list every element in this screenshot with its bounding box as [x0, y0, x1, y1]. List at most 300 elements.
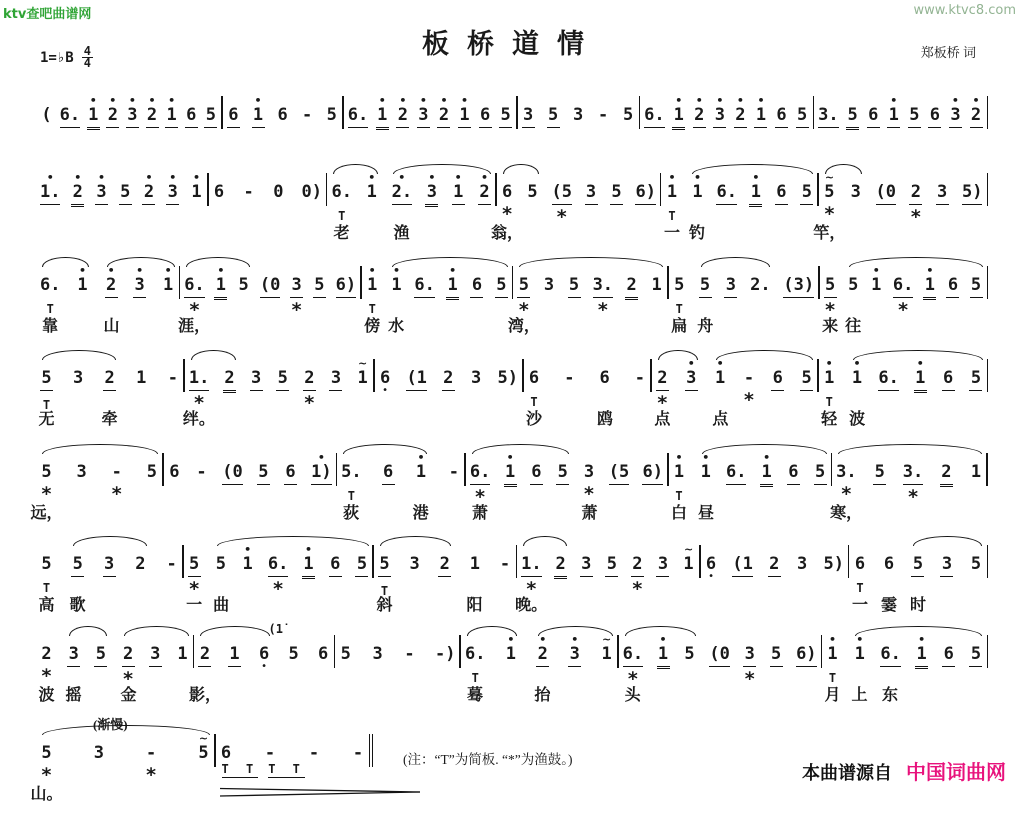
note-glyph: 2.: [391, 182, 413, 202]
note-glyph: 6: [947, 275, 959, 295]
beam-line: [585, 204, 598, 205]
note-glyph: 3: [569, 644, 580, 664]
note-glyph: 1: [357, 368, 368, 388]
measure: [830, 443, 986, 522]
octave-or-trill-mark: •: [440, 94, 448, 107]
yugu-mark: *: [910, 205, 922, 228]
octave-or-trill-mark: ~: [683, 543, 694, 556]
octave-or-trill-mark: •: [825, 357, 833, 370]
slur-arc: [42, 444, 158, 454]
yugu-mark: *: [597, 298, 609, 321]
note-glyph: 3: [76, 462, 87, 482]
beam-line: [760, 484, 773, 485]
yugu-mark: *: [907, 485, 919, 508]
beam-line: [732, 576, 752, 577]
note-glyph: 1: [242, 554, 253, 574]
lyric-syllable: 靠: [41, 318, 59, 335]
note-glyph: 3: [573, 105, 584, 125]
note-glyph: 3: [471, 368, 482, 388]
yugu-mark: *: [40, 483, 53, 505]
note-glyph: 3: [523, 105, 534, 125]
octave-or-trill-mark: ~: [824, 171, 835, 184]
note-glyph: 5: [95, 644, 106, 664]
note-glyph: -: [448, 462, 459, 482]
note-glyph: 5: [205, 105, 216, 125]
jianban-mark: T: [675, 302, 683, 316]
slur-arc: [701, 257, 770, 267]
beam-line: [724, 297, 737, 298]
note-glyph: 1: [683, 554, 694, 574]
note-token: [942, 635, 955, 689]
yugu-mark: *: [518, 298, 530, 321]
beam-line: [656, 576, 669, 577]
note-glyph: 2: [439, 554, 450, 574]
note-glyph: 3: [250, 368, 262, 388]
note-token: [198, 635, 211, 689]
note-token: [962, 173, 982, 227]
octave-or-trill-mark: •: [872, 264, 880, 277]
octave-or-trill-mark: •: [856, 633, 864, 646]
beam-line: [417, 127, 430, 128]
note-token: [133, 266, 146, 320]
beam-line: [713, 127, 726, 128]
beam-line: [605, 576, 618, 577]
note-glyph: 1: [924, 275, 936, 295]
slur-arc: [825, 164, 862, 174]
beam-line: [970, 297, 983, 298]
measure: [822, 625, 986, 704]
note-token: [378, 545, 391, 599]
octave-or-trill-mark: •: [109, 94, 117, 107]
note-glyph: 3: [418, 105, 429, 125]
note-glyph: 1: [851, 368, 863, 388]
note-glyph: 5: [970, 275, 982, 295]
beam-line: [657, 666, 670, 667]
note-token: [940, 453, 953, 509]
yugu-mark: *: [303, 391, 316, 414]
octave-or-trill-mark: •: [46, 171, 54, 184]
note-glyph: -: [146, 743, 157, 763]
beam-line: [942, 390, 955, 391]
beam-line: [672, 129, 685, 130]
octave-or-trill-mark: •: [74, 171, 82, 184]
site-name-link[interactable]: ktv查吧曲谱网: [3, 7, 92, 22]
note-glyph: 5): [961, 182, 983, 202]
note-glyph: 6.: [347, 105, 369, 125]
beam-line: [749, 206, 762, 207]
octave-or-trill-mark: •: [145, 171, 153, 184]
measure: [36, 349, 183, 428]
beam-line: [771, 390, 784, 391]
note-token: [40, 734, 53, 785]
note-glyph: 1: [651, 275, 662, 295]
beam-line: [552, 204, 572, 205]
beam-line: [406, 390, 426, 391]
octave-or-trill-mark: •: [571, 633, 579, 646]
octave-or-trill-mark: •: [79, 264, 87, 277]
note-token: [796, 96, 809, 150]
beam-line: [87, 127, 100, 128]
slur-arc: [855, 626, 982, 636]
note-token: [408, 545, 421, 596]
note-token: [563, 359, 576, 410]
note-token: [272, 173, 285, 224]
beam-line: [709, 666, 729, 667]
measure: [518, 86, 639, 156]
note-glyph: 6.: [414, 275, 435, 295]
low-octave-dot: •: [708, 571, 714, 582]
note-glyph: 3.: [818, 105, 839, 125]
note-token: [846, 96, 859, 152]
octave-or-trill-mark: •: [506, 451, 514, 464]
beam-line: [260, 297, 280, 298]
note-token: [796, 635, 816, 689]
note-glyph: 3: [583, 462, 595, 482]
note-token: [770, 635, 783, 689]
note-glyph: 1: [415, 462, 427, 482]
note-glyph: 1: [391, 275, 402, 295]
note-token: [228, 635, 241, 689]
octave-or-trill-mark: •: [693, 171, 701, 184]
jianban-mark: T: [530, 395, 538, 409]
note-token: [622, 96, 635, 147]
yugu-mark: *: [193, 391, 205, 414]
note-token: [329, 359, 342, 413]
note-glyph: 6: [318, 644, 329, 664]
lyric-syllable: 月: [824, 687, 841, 704]
note-token: [530, 453, 543, 507]
note-glyph: 1: [366, 182, 377, 202]
note-glyph: -: [243, 182, 254, 202]
note-token: [826, 635, 839, 686]
note-glyph: -: [743, 368, 755, 388]
beam-line: [928, 127, 941, 128]
note-token: [71, 173, 84, 229]
lyric-syllable: 钓: [688, 225, 705, 242]
note-glyph: -: [196, 462, 207, 482]
beam-line: [204, 127, 217, 128]
note-token: [165, 545, 178, 596]
lyric-syllable: 渔: [393, 225, 410, 242]
note-token: [750, 266, 770, 317]
note-glyph: 3: [167, 182, 178, 202]
beam-line: [625, 297, 638, 298]
yugu-mark: *: [290, 298, 303, 321]
beam-line: [214, 297, 227, 298]
beam-line: [504, 484, 517, 485]
slur-arc: [42, 725, 210, 735]
note-token: [329, 545, 342, 599]
lyric-syllable: 阳: [466, 597, 483, 614]
octave-or-trill-mark: ~: [602, 633, 612, 646]
note-token: [691, 173, 704, 224]
barline: [369, 734, 371, 767]
note-token: [853, 635, 866, 686]
measure: [701, 535, 848, 605]
slur-arc: [200, 626, 270, 636]
note-token: [103, 359, 116, 413]
note-glyph: 5: [41, 743, 52, 763]
lyric-syllable: 影，: [188, 687, 221, 704]
measure: [36, 535, 182, 614]
octave-or-trill-mark: •: [916, 357, 924, 370]
note-token: [258, 635, 271, 686]
site-url-link[interactable]: www.ktvc8.com: [913, 3, 1016, 18]
beam-line: [734, 127, 747, 128]
slur-arc: [838, 444, 982, 454]
note-token: [642, 453, 662, 507]
note-token: [392, 173, 412, 227]
lyric-syllable: 荻: [343, 505, 360, 522]
note-token: [940, 545, 953, 599]
note-token: [517, 266, 530, 320]
note-glyph: 6.: [716, 182, 737, 202]
beam-line: [873, 484, 886, 485]
note-token: [40, 266, 60, 317]
note-token: [876, 173, 896, 227]
note-glyph: 1: [505, 462, 516, 482]
note-token: [582, 453, 595, 504]
beam-line: [60, 127, 80, 128]
beam-line: [685, 390, 698, 391]
measure: [344, 86, 516, 156]
notation-system: [36, 349, 988, 443]
octave-or-trill-mark: •: [107, 264, 115, 277]
note-token: [672, 96, 685, 152]
beam-line: [311, 484, 331, 485]
note-token: [732, 545, 752, 599]
measure: [524, 349, 651, 428]
octave-or-trill-mark: •: [926, 264, 934, 277]
note-glyph: 5: [238, 275, 249, 295]
note-glyph: 6: [471, 275, 483, 295]
note-token: [946, 266, 959, 320]
beam-line: [940, 576, 953, 577]
lyric-syllable: 头: [624, 687, 641, 704]
measure: [669, 256, 818, 335]
octave-or-trill-mark: •: [168, 94, 176, 107]
octave-or-trill-mark: •: [763, 451, 771, 464]
yugu-mark: *: [824, 298, 836, 321]
clapper-group: T T: [221, 762, 259, 776]
note-glyph: 3: [725, 275, 736, 295]
beam-line: [355, 576, 368, 577]
beam-line: [198, 666, 211, 667]
yugu-mark: *: [111, 483, 123, 505]
beam-line: [302, 576, 315, 577]
note-token: [665, 173, 678, 224]
note-glyph: 1: [163, 275, 174, 295]
note-glyph: 5: [557, 462, 568, 482]
beam-line: [438, 576, 451, 577]
note-token: [142, 173, 155, 227]
note-glyph: 6): [335, 275, 357, 295]
note-token: [914, 359, 927, 415]
note-glyph: 1: [252, 105, 264, 125]
slur-arc: [42, 350, 116, 360]
note-token: [190, 173, 203, 224]
note-token: [126, 96, 139, 150]
note-token: [709, 635, 729, 689]
octave-or-trill-mark: •: [695, 94, 703, 107]
beam-line: [846, 129, 859, 130]
octave-or-trill-mark: •: [393, 264, 401, 277]
note-token: [556, 453, 569, 507]
beam-line: [644, 127, 664, 128]
beam-line: [876, 204, 896, 205]
beam-line: [923, 297, 936, 298]
footer-source-link[interactable]: 中国词曲网: [906, 760, 1006, 784]
note-glyph: 5: [825, 275, 836, 295]
beam-line: [536, 666, 549, 667]
note-glyph: 1.: [521, 554, 542, 574]
note-glyph: 5: [340, 644, 351, 664]
beam-line: [878, 390, 898, 391]
octave-or-trill-mark: •: [853, 357, 861, 370]
note-token: [635, 173, 655, 227]
note-glyph: 6: [169, 462, 180, 482]
note-glyph: 3: [127, 105, 138, 125]
note-token: [823, 173, 836, 224]
lyric-syllable: 湾，: [507, 318, 540, 335]
lyric-syllable: 一: [186, 597, 203, 614]
measure: [619, 625, 821, 704]
slur-arc: [380, 536, 451, 546]
note-glyph: 2: [769, 554, 780, 574]
note-token: [105, 266, 118, 320]
octave-or-trill-mark: •: [507, 633, 515, 646]
note-token: [356, 359, 369, 410]
lyric-syllable: 老: [333, 225, 350, 242]
octave-or-trill-mark: •: [675, 451, 683, 464]
note-token: [303, 359, 316, 413]
lyric-syllable: 斜: [376, 597, 393, 614]
yugu-mark: *: [272, 577, 284, 600]
note-token: [552, 173, 572, 227]
note-token: [447, 453, 460, 504]
measure: [491, 163, 660, 242]
slur-arc: [333, 164, 378, 174]
slur-arc: [217, 536, 369, 546]
note-glyph: 6.: [725, 462, 747, 482]
lyric-syllable: 昼: [698, 505, 715, 522]
note-glyph: 3: [744, 644, 755, 664]
barline: [987, 359, 989, 392]
beam-line: [284, 484, 297, 485]
beam-line: [189, 390, 209, 391]
measure: [209, 163, 326, 233]
note-token: [909, 173, 922, 227]
octave-or-trill-mark: •: [736, 94, 744, 107]
slur-arc: [392, 257, 508, 267]
note-token: [528, 359, 541, 410]
slur-arc: [472, 444, 569, 454]
barline: [986, 453, 988, 486]
yugu-mark: *: [840, 483, 853, 505]
beam-line: [631, 576, 644, 577]
note-glyph: 2: [105, 275, 117, 295]
note-token: [165, 96, 178, 150]
beam-line: [522, 127, 535, 128]
jianban-mark: T: [338, 209, 346, 223]
note-token: [911, 545, 924, 599]
note-token: [499, 96, 512, 150]
note-glyph: 3.: [592, 275, 614, 295]
lyric-syllable: 点: [654, 411, 671, 428]
note-token: [145, 734, 158, 785]
note-glyph: 1: [915, 368, 926, 388]
note-token: [499, 545, 512, 596]
lyric-syllable: 绊。: [182, 411, 215, 428]
note-token: [760, 453, 773, 509]
beam-line: [470, 297, 483, 298]
note-glyph: 5: [41, 462, 52, 482]
note-glyph: 5: [606, 554, 617, 574]
beam-line: [940, 486, 953, 487]
octave-or-trill-mark: •: [244, 543, 252, 556]
note-token: [705, 545, 718, 596]
note-glyph: 1: [888, 105, 899, 125]
beam-line: [40, 204, 60, 205]
note-glyph: 2: [107, 105, 118, 125]
note-token: [145, 453, 158, 504]
octave-or-trill-mark: •: [217, 264, 225, 277]
note-token: [597, 96, 610, 147]
beam-line: [126, 127, 139, 128]
note-token: [382, 453, 395, 507]
note-token: [742, 359, 755, 410]
beam-line: [67, 666, 80, 667]
beam-line: [887, 127, 900, 128]
note-glyph: 3: [657, 554, 669, 574]
note-glyph: 1: [166, 105, 177, 125]
note-token: [851, 359, 864, 410]
note-glyph: 2: [438, 105, 450, 125]
note-token: [379, 359, 392, 410]
note-glyph: 3: [96, 182, 107, 202]
note-token: [800, 173, 813, 227]
note-token: [771, 359, 784, 413]
note-token: [572, 96, 585, 147]
lyric-syllable: 波: [849, 411, 866, 428]
note-token: [880, 635, 900, 689]
note-token: [189, 359, 209, 413]
note-token: [673, 266, 686, 317]
measure: [362, 256, 512, 335]
note-token: [908, 96, 921, 150]
note-glyph: 2: [146, 105, 158, 125]
note-glyph: 2: [224, 368, 235, 388]
yugu-mark: *: [40, 665, 53, 687]
lyric-syllable: 波: [38, 687, 55, 704]
note-token: [403, 635, 416, 686]
note-glyph: -: [404, 644, 415, 664]
note-glyph: 2: [657, 368, 668, 388]
jianban-mark: T: [828, 671, 837, 685]
note-glyph: 1: [77, 275, 88, 295]
note-token: [870, 266, 883, 317]
note-token: [276, 96, 289, 147]
note-token: [495, 266, 508, 320]
note-token: [414, 453, 427, 504]
note-token: [227, 96, 240, 150]
note-glyph: (0: [709, 644, 730, 664]
note-glyph: -: [352, 743, 364, 763]
measure: [36, 625, 193, 704]
yugu-mark: *: [656, 391, 669, 414]
beam-line: [336, 297, 356, 298]
note-glyph: 1: [854, 644, 865, 664]
